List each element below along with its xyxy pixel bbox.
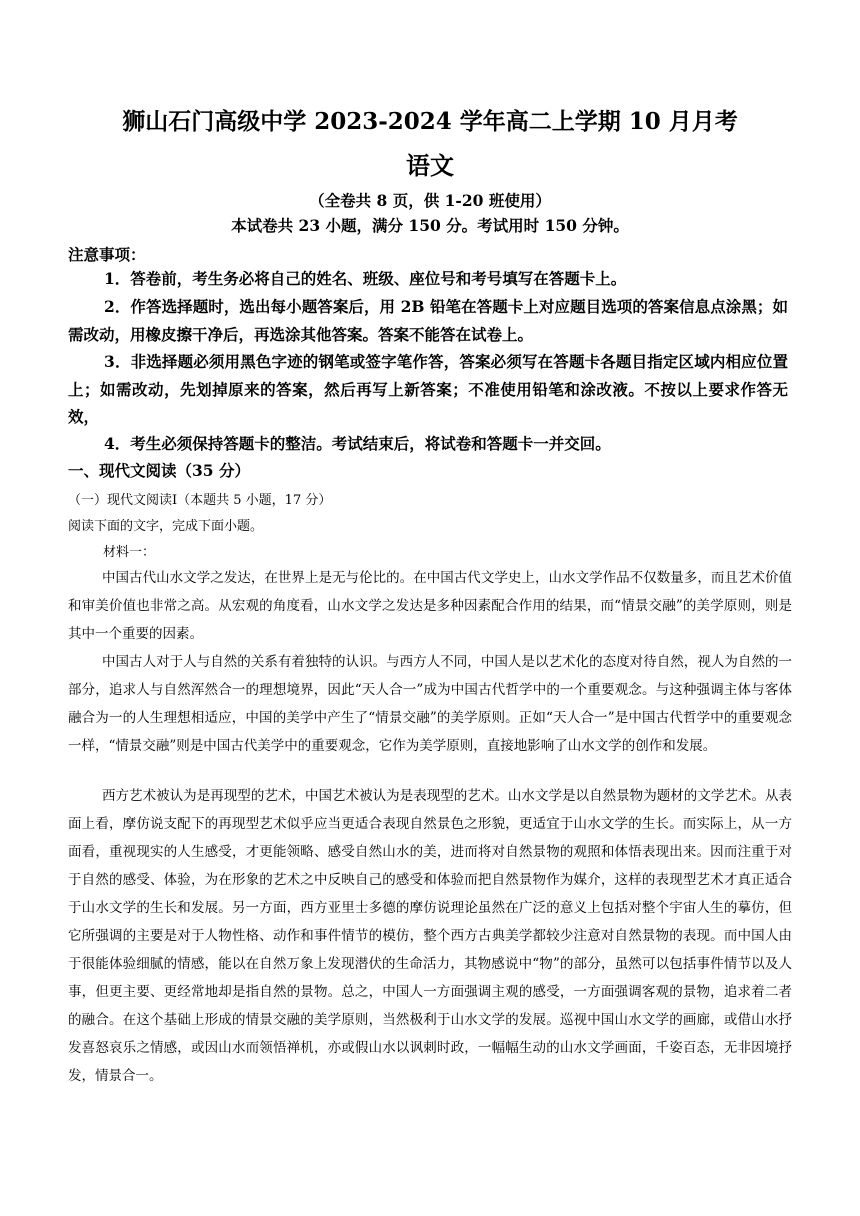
material-paragraph-1: 中国古代山水文学之发达，在世界上是无与伦比的。在中国古代文学史上，山水文学作品不仅数量多，而且艺术价值和审美价值也非常之高。从宏观的角度看，山水文学之发达是多种因素配合作用的结果，而“情景交融”的美学原则，则是其中一个重要的因素。 bbox=[68, 570, 792, 642]
reading-instruction: 阅读下面的文字，完成下面小题。 bbox=[68, 519, 264, 534]
subject-title: 语文 bbox=[406, 151, 454, 180]
exam-scope: （全卷共 8 页，供 1-20 班使用） bbox=[309, 191, 551, 210]
notes-heading: 注意事项： bbox=[68, 245, 146, 264]
note-item-4: 4．考生必须保持答题卡的整洁。考试结束后，将试卷和答题卡一并交回。 bbox=[104, 434, 611, 453]
note-item-1: 1．答卷前，考生务必将自己的姓名、班级、座位号和考号填写在答题卡上。 bbox=[104, 269, 627, 288]
note-item-2: 2．作答选择题时，选出每小题答案后，用 2B 铅笔在答题卡上对应题目选项的答案信息点涂黑；如需改动，用橡皮擦干净后，再选涂其他答案。答案不能答在试卷上。 bbox=[68, 297, 788, 344]
material-paragraph-3: 西方艺术被认为是再现型的艺术，中国艺术被认为是表现型的艺术。山水文学是以自然景物为题材的文学艺术。从表面上看，摩仿说支配下的再现型艺术似乎应当更适合表现自然景色之形貌，更适宜于山水文学的生长。而实际上，从一方面看，重视现实的人生感受，才更能领略、感受自然山水的美，进而将对自然景物的观照和体悟表现出来。因而注重于对于自然的感受、体验，为在形象的艺术之中反映自己的感受和体验而把自然景物作为媒介，这样的表现型艺术才真正适合于山水文学的生长和发展。另一方面，西方亚里士多德的摩仿说理论虽然在广泛的意义上包括对整个宇宙人生的摹仿，但它所强调的主要是对于人物性格、动作和事件情节的模仿，整个西方古典美学都较少注意对自然景物的表现。而中国人由于很能体验细腻的情感，能以在自然万象上发现潜伏的生命活力，其物感说中“物”的部分，虽然可以包括事件情节以及人事，但更主要、更经常地却是指自然的景物。总之，中国人一方面强调主观的感受，一方面强调客观的景物，追求着二者的融合。在这个基础上形成的情景交融的美学原则，当然极利于山水文学的发展。巡视中国山水文学的画廊，或借山水抒发喜怒哀乐之情感，或因山水而领悟禅机，亦或假山水以讽刺时政，一幅幅生动的山水文学画面，千姿百态，无非因境抒发，情景合一。 bbox=[68, 788, 792, 1084]
exam-info: 本试卷共 23 小题，满分 150 分。考试用时 150 分钟。 bbox=[231, 216, 629, 235]
material-label: 材料一： bbox=[103, 545, 156, 560]
subsection-heading: （一）现代文阅读Ⅰ（本题共 5 小题，17 分） bbox=[68, 493, 332, 508]
note-item-3: 3．非选择题必须用黑色字迹的钢笔或签字笔作答，答案必须写在答题卡各题目指定区域内相应位置上；如需改动，先划掉原来的答案，然后再写上新答案；不准使用铅笔和涂改液。不按以上要求作答无效， bbox=[68, 352, 788, 426]
section-heading: 一、现代文阅读（35 分） bbox=[68, 461, 250, 480]
material-paragraph-2: 中国古人对于人与自然的关系有着独特的认识。与西方人不同，中国人是以艺术化的态度对待自然，视人为自然的一部分，追求人与自然浑然合一的理想境界，因此“天人合一”成为中国古代哲学中的一个重要观念。与这种强调主体与客体融合为一的人生理想相适应，中国的美学中产生了“情景交融”的美学原则。正如“天人合一”是中国古代哲学中的重要观念一样，“情景交融”则是中国古代美学中的重要观念，它作为美学原则，直接地影响了山水文学的创作和发展。 bbox=[68, 654, 792, 754]
exam-title: 狮山石门高级中学 2023-2024 学年高二上学期 10 月月考 bbox=[122, 108, 738, 135]
